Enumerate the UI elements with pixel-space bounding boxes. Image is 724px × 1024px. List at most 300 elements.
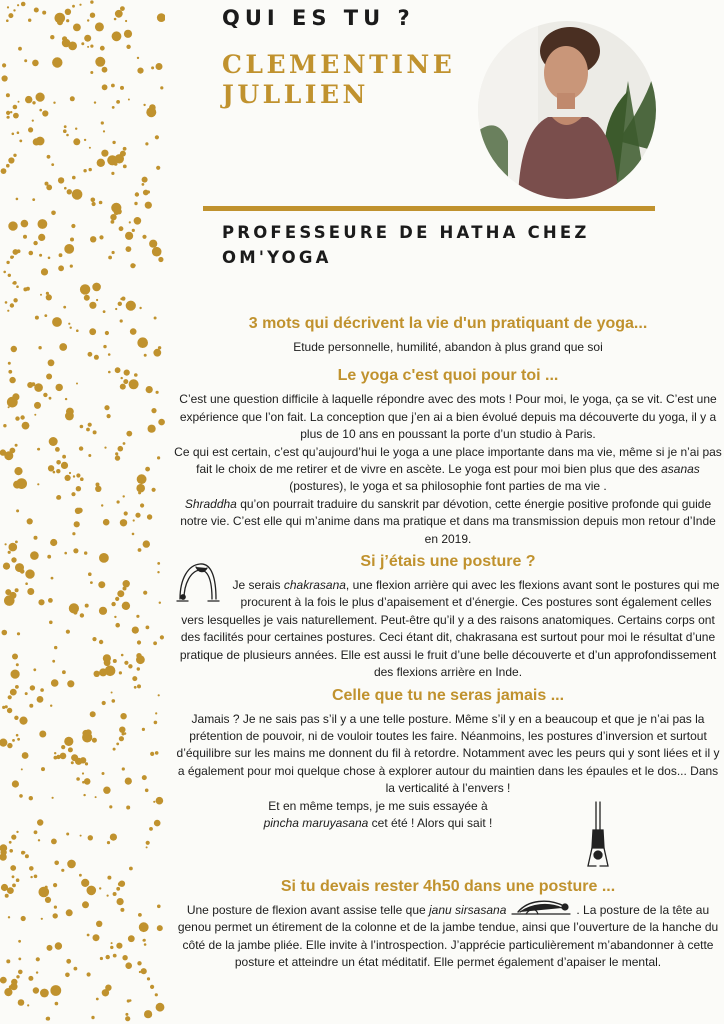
decorative-dot: [124, 370, 130, 376]
decorative-dot: [18, 958, 21, 961]
decorative-dot: [69, 603, 79, 613]
decorative-dot: [65, 973, 70, 978]
decorative-dot: [107, 155, 117, 165]
decorative-dot: [61, 869, 64, 872]
decorative-dot: [88, 835, 93, 840]
decorative-dot: [108, 256, 112, 260]
decorative-dot: [16, 509, 19, 512]
decorative-dot: [12, 884, 16, 888]
decorative-dot: [80, 835, 82, 837]
decorative-dot: [7, 743, 12, 748]
decorative-dot: [55, 942, 62, 949]
decorative-dot: [10, 689, 17, 696]
decorative-dot: [93, 934, 100, 941]
decorative-dot: [145, 467, 150, 472]
decorative-dot: [81, 879, 89, 887]
decorative-dot: [63, 129, 67, 133]
decorative-dot: [36, 971, 38, 973]
decorative-dot: [92, 283, 101, 292]
decorative-dot: [53, 102, 55, 104]
decorative-dot: [24, 59, 27, 62]
decorative-dot: [79, 4, 81, 6]
interview-content: [172, 314, 724, 972]
decorative-dot: [67, 680, 74, 687]
decorative-dot: [37, 483, 39, 485]
decorative-dot: [50, 539, 57, 546]
decorative-dot: [89, 147, 91, 149]
decorative-dot: [1, 884, 8, 891]
decorative-dot: [111, 172, 114, 175]
decorative-dot: [11, 557, 16, 562]
decorative-dot: [70, 238, 74, 242]
never-paragraph-2: Et en même temps, je me suis essayée à: [268, 798, 488, 813]
decorative-dot: [70, 327, 72, 329]
decorative-dot: [97, 159, 105, 167]
decorative-dot: [27, 1004, 29, 1006]
decorative-dot: [147, 514, 152, 519]
decorative-dot: [112, 141, 115, 144]
decorative-dot: [53, 883, 57, 887]
decorative-dot: [71, 224, 75, 228]
decorative-dot: [118, 302, 122, 306]
decorative-dot: [156, 1003, 165, 1012]
decorative-dot: [156, 797, 164, 805]
pincha-mayurasana-pose-icon: [584, 800, 612, 877]
chakrasana-pose-icon: [174, 555, 222, 608]
decorative-dot: [148, 425, 156, 433]
decorative-dot: [123, 495, 125, 497]
decorative-dot: [102, 772, 105, 775]
decorative-dot: [56, 469, 60, 473]
decorative-dot: [71, 492, 75, 496]
decorative-dot: [25, 569, 34, 578]
decorative-dot: [13, 105, 18, 110]
decorative-dot: [13, 249, 19, 255]
decorative-dot: [29, 866, 34, 871]
decorative-dot: [44, 314, 47, 317]
decorative-dot: [103, 345, 106, 348]
decorative-dot: [39, 254, 42, 257]
decorative-dot: [49, 437, 58, 446]
decorative-dot: [39, 731, 46, 738]
yoga-for-you-paragraph-2: Ce qui est certain, c’est qu’aujourd’hui le yoga a une place importante dans ma vie, même si je n’ai pas fait le choix de me retirer et de vivre en ascète. Le yoga est pour moi bien plus que des asanas (postures), le yoga et sa philosophie font parties de ma vie .: [174, 444, 722, 494]
decorative-dot: [6, 164, 10, 168]
decorative-dot: [115, 452, 118, 455]
decorative-dot: [157, 562, 160, 565]
decorative-dot: [35, 316, 39, 320]
decorative-dot: [99, 640, 103, 644]
decorative-dot: [28, 976, 33, 981]
decorative-dot: [46, 374, 52, 380]
decorative-dot: [17, 131, 20, 134]
decorative-dot: [134, 686, 137, 689]
decorative-dot: [53, 211, 56, 214]
decorative-dot: [106, 955, 110, 959]
decorative-dot: [156, 63, 163, 70]
decorative-dot: [9, 849, 13, 853]
decorative-dot: [16, 198, 19, 201]
decorative-dot: [74, 967, 78, 971]
four-hours-paragraph: Une posture de flexion avant assise telle que janu sirsasana . La posture de la tête au genou permet un étirement de la colonne et de la jambe tendue, ainsi que l’ouverture de la hanche du côté de la jambe pliée. Elle invite à l’introspection. J’apprécie particulièrement m’abandonner à cette posture et atteindre un état méditatif. Elle permet également d’apaiser le mental.: [172, 902, 724, 972]
decorative-dot: [66, 19, 69, 22]
decorative-dot: [9, 543, 18, 552]
decorative-dot: [79, 874, 82, 877]
decorative-dot: [33, 241, 37, 245]
decorative-dot: [31, 382, 35, 386]
decorative-dot: [111, 942, 113, 944]
decorative-dot: [136, 615, 139, 618]
decorative-dot: [103, 787, 110, 794]
decorative-dot: [68, 323, 70, 325]
decorative-dot: [107, 876, 111, 880]
decorative-dot: [34, 414, 36, 416]
decorative-dot: [64, 187, 67, 190]
decorative-dot: [52, 797, 54, 799]
decorative-dot: [144, 943, 147, 946]
decorative-dot: [115, 10, 123, 18]
decorative-dot: [83, 169, 86, 172]
decorative-dot: [92, 637, 96, 641]
decorative-dot: [90, 45, 93, 48]
decorative-dot: [6, 261, 9, 264]
decorative-dot: [59, 180, 61, 182]
decorative-dot: [66, 630, 70, 634]
decorative-dot: [62, 36, 67, 41]
decorative-dot: [2, 63, 6, 67]
decorative-dot: [90, 0, 93, 3]
decorative-dot: [146, 386, 153, 393]
section-title-if-i-were-a-posture: Si j’étais une posture ?: [360, 553, 536, 571]
decorative-dot: [158, 419, 165, 426]
section-title-yoga-for-you: Le yoga c'est quoi pour toi ...: [337, 367, 559, 385]
decorative-dot: [137, 337, 148, 348]
decorative-dot: [3, 271, 6, 274]
decorative-dot: [82, 730, 89, 737]
decorative-dot: [76, 777, 80, 781]
decorative-dot: [120, 6, 125, 11]
decorative-dot: [50, 35, 54, 39]
decorative-dot: [9, 377, 15, 383]
decorative-dot: [101, 121, 104, 124]
decorative-dot: [113, 659, 117, 663]
decorative-dot: [51, 679, 59, 687]
decorative-dot: [68, 747, 73, 752]
decorative-dot: [5, 543, 7, 545]
decorative-dot: [155, 135, 159, 139]
decorative-dot: [88, 352, 93, 357]
decorative-dot: [126, 806, 130, 810]
decorative-dot: [125, 246, 131, 252]
decorative-dot: [100, 957, 103, 960]
decorative-dot: [26, 287, 30, 291]
decorative-dot: [121, 377, 123, 379]
decorative-dot: [103, 654, 111, 662]
decorative-dot: [137, 57, 139, 59]
decorative-dot: [6, 111, 10, 115]
decorative-dot: [38, 219, 48, 229]
decorative-dot: [30, 685, 35, 690]
decorative-dot: [15, 563, 24, 572]
decorative-dot: [55, 13, 66, 24]
decorative-dot: [62, 670, 66, 674]
decorative-dot: [155, 712, 157, 714]
decorative-dot: [113, 954, 117, 958]
decorative-dot: [141, 968, 147, 974]
decorative-dot: [32, 120, 34, 122]
decorative-dot: [125, 1016, 130, 1021]
decorative-dot: [23, 851, 26, 854]
decorative-dot: [146, 626, 150, 630]
decorative-dot: [132, 533, 135, 536]
decorative-dot: [1, 168, 7, 174]
decorative-dot: [34, 383, 43, 392]
decorative-dot: [15, 444, 18, 447]
decorative-dot: [94, 101, 96, 103]
decorative-dot: [2, 75, 8, 81]
decorative-dot: [126, 301, 136, 311]
decorative-dot: [139, 307, 141, 309]
decorative-dot: [159, 602, 161, 604]
decorative-dot: [120, 908, 124, 912]
decorative-dot: [96, 921, 102, 927]
decorative-dot: [49, 397, 52, 400]
decorative-dot: [45, 182, 49, 186]
decorative-dot: [96, 998, 99, 1001]
decorative-dot: [142, 235, 146, 239]
decorative-dot: [12, 780, 19, 787]
decorative-dot: [137, 961, 141, 965]
decorative-dot: [70, 96, 75, 101]
decorative-dot: [18, 47, 22, 51]
decorative-dot: [56, 495, 61, 500]
decorative-dot: [123, 147, 127, 151]
decorative-dot: [132, 627, 139, 634]
decorative-dot: [107, 841, 110, 844]
decorative-dot: [30, 551, 39, 560]
decorative-dot: [140, 503, 144, 507]
decorative-dot: [22, 755, 24, 757]
decorative-dot: [93, 430, 97, 434]
decorative-dot: [73, 138, 80, 145]
decorative-dot: [76, 329, 79, 332]
decorative-dot: [47, 555, 51, 559]
decorative-dot: [41, 918, 43, 920]
decorative-dot: [128, 99, 130, 101]
decorative-dot: [12, 256, 14, 258]
decorative-dot: [120, 151, 126, 157]
decorative-dot: [112, 31, 122, 41]
decorative-dot: [111, 220, 115, 224]
decorative-dot: [132, 676, 137, 681]
decorative-dot: [34, 875, 38, 879]
decorative-dot: [46, 1017, 49, 1020]
decorative-dot: [29, 704, 33, 708]
decorative-dot: [48, 598, 53, 603]
decorative-dot: [56, 755, 60, 759]
decorative-dot: [9, 841, 12, 844]
section-body-three-words: Etude personnelle, humilité, abandon à plus grand que soi: [293, 340, 603, 354]
decorative-dot: [18, 970, 23, 975]
decorative-dot: [16, 734, 19, 737]
decorative-dot: [36, 137, 45, 146]
decorative-dot: [6, 959, 10, 963]
decorative-dot: [46, 294, 52, 300]
decorative-dot: [12, 654, 18, 660]
decorative-dot: [21, 2, 26, 7]
decorative-dot: [8, 370, 12, 374]
decorative-dot: [134, 373, 138, 377]
decorative-dot: [147, 977, 150, 980]
decorative-dot: [43, 393, 47, 397]
decorative-dot: [12, 875, 15, 878]
decorative-dot: [94, 355, 99, 360]
decorative-dot: [160, 635, 164, 639]
decorative-dot: [15, 685, 19, 689]
decorative-dot: [143, 540, 150, 547]
decorative-dot: [60, 753, 67, 760]
decorative-dot: [51, 839, 57, 845]
decorative-dot: [84, 778, 91, 785]
decorative-dot: [38, 839, 40, 841]
decorative-dot: [55, 1002, 59, 1006]
decorative-dot: [142, 183, 145, 186]
decorative-dot: [42, 11, 46, 15]
teacher-name: CLEMENTINE JULLIEN: [222, 50, 456, 109]
decorative-dot: [82, 901, 89, 908]
decorative-dot: [51, 163, 54, 166]
decorative-dot: [128, 935, 135, 942]
decorative-dot: [98, 581, 105, 588]
decorative-dot: [8, 406, 10, 408]
decorative-dot: [64, 552, 67, 555]
decorative-dot: [105, 985, 111, 991]
decorative-dot: [53, 471, 56, 474]
decorative-dot: [80, 613, 84, 617]
never-paragraph-3: pincha maruyasana cet été ! Alors qui sait !: [263, 815, 493, 830]
decorative-dot: [66, 134, 69, 137]
decorative-dot: [112, 251, 115, 254]
decorative-dot: [91, 1016, 94, 1019]
decorative-dot: [32, 198, 35, 201]
decorative-dot: [27, 518, 33, 524]
decorative-dot: [102, 701, 106, 705]
decorative-dot: [102, 67, 108, 73]
decorative-dot: [125, 962, 132, 969]
decorative-dot: [142, 177, 148, 183]
decorative-dot: [48, 359, 55, 366]
decorative-dot: [0, 977, 7, 984]
decorative-dot: [42, 110, 48, 116]
decorative-dot: [149, 827, 153, 831]
decorative-dot: [29, 796, 33, 800]
decorative-dot: [112, 699, 116, 703]
decorative-dot: [123, 379, 128, 384]
decorative-dot: [91, 198, 96, 203]
decorative-dot: [72, 5, 75, 8]
decorative-dot: [73, 24, 81, 32]
decorative-dot: [28, 127, 33, 132]
decorative-dot: [117, 500, 120, 503]
decorative-dot: [2, 630, 8, 636]
decorative-dot: [0, 449, 6, 455]
decorative-dot: [12, 739, 15, 742]
decorative-dot: [135, 513, 140, 518]
decorative-dot: [8, 362, 11, 365]
decorative-dot: [8, 916, 10, 918]
decorative-dot: [95, 22, 104, 31]
decorative-dot: [13, 298, 17, 302]
decorative-dot: [76, 383, 78, 385]
decorative-dot: [65, 9, 71, 15]
decorative-dot: [154, 820, 161, 827]
decorative-dot: [90, 711, 96, 717]
decorative-dot: [68, 42, 77, 51]
decorative-dot: [52, 660, 55, 663]
section-title-four-hours: Si tu devais rester 4h50 dans une posture ...: [280, 877, 616, 895]
decorative-dot: [66, 833, 69, 836]
decorative-dot: [124, 661, 128, 665]
decorative-dot: [5, 301, 8, 304]
decorative-dot: [150, 752, 154, 756]
decorative-dot: [56, 460, 61, 465]
decorative-dot: [27, 588, 34, 595]
decorative-dot: [137, 684, 141, 688]
decorative-dot: [153, 349, 161, 357]
decorative-dot: [120, 319, 123, 322]
decorative-dot: [154, 721, 158, 725]
decorative-dot: [117, 590, 124, 597]
decorative-dot: [110, 946, 113, 949]
decorative-dot: [121, 654, 124, 657]
decorative-dot: [115, 455, 120, 460]
decorative-dot: [40, 989, 49, 998]
decorative-dot: [37, 448, 39, 450]
decorative-dot: [116, 743, 119, 746]
decorative-dot: [120, 713, 126, 719]
decorative-dot: [115, 597, 119, 601]
decorative-dot: [142, 939, 144, 941]
decorative-dot: [95, 57, 105, 67]
decorative-dot: [64, 737, 73, 746]
decorative-dot: [83, 794, 85, 796]
decorative-dot: [154, 317, 157, 320]
decorative-dot: [145, 142, 148, 145]
decorative-dot: [36, 957, 40, 961]
decorative-dot: [7, 116, 10, 119]
decorative-dot: [40, 688, 44, 692]
decorative-dot: [92, 738, 97, 743]
decorative-dot: [10, 448, 16, 454]
decorative-dot: [75, 128, 77, 130]
decorative-dot: [150, 985, 154, 989]
decorative-dot: [84, 139, 86, 141]
decorative-dot: [47, 155, 51, 159]
decorative-dot: [10, 865, 16, 871]
decorative-dot: [120, 86, 124, 90]
decorative-dot: [52, 57, 62, 67]
decorative-dot: [134, 217, 142, 225]
decorative-dot: [123, 165, 127, 169]
decorative-dot: [16, 285, 19, 288]
decorative-dot: [96, 299, 98, 301]
decorative-dot: [50, 985, 61, 996]
decorative-dot: [121, 297, 125, 301]
decorative-dot: [87, 934, 90, 937]
yoga-for-you-paragraph-3: Shraddha qu’on pourrait traduire du sanskrit par dévotion, cette énergie positive profonde qui guide notre vie. C’est elle qui m’anime dans ma pratique et dans ma transmission depuis mon retour d’Inde en 2019.: [180, 496, 716, 546]
decorative-dot: [63, 306, 66, 309]
decorative-dot: [108, 371, 111, 374]
decorative-dot: [156, 166, 160, 170]
